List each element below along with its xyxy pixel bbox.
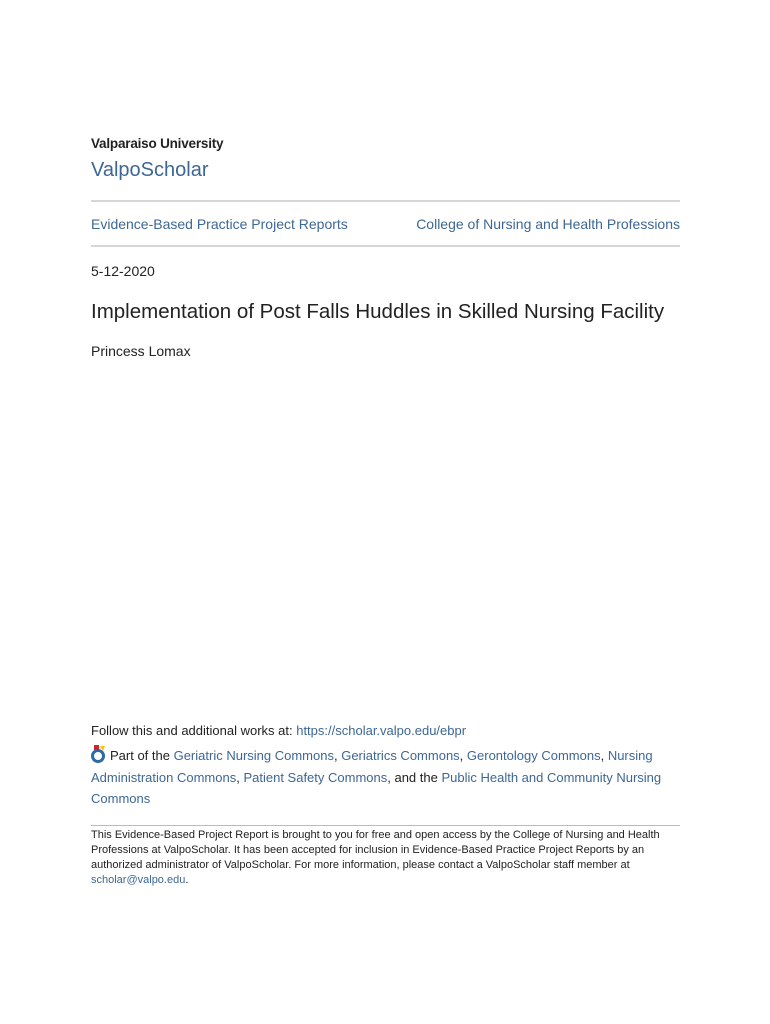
commons-list bbox=[91, 745, 671, 810]
commons-link[interactable]: Gerontology Commons bbox=[466, 748, 601, 763]
contact-email-link[interactable]: scholar@valpo.edu bbox=[91, 874, 186, 886]
footer-divider bbox=[91, 825, 680, 826]
university-name: Valparaiso University bbox=[91, 136, 224, 151]
college-link[interactable]: College of Nursing and Health Professions bbox=[416, 216, 680, 232]
divider bbox=[91, 245, 680, 247]
period: . bbox=[185, 874, 189, 886]
separator: , bbox=[333, 748, 342, 763]
conjunction: , and the bbox=[387, 769, 442, 785]
series-link[interactable]: Evidence-Based Practice Project Reports bbox=[91, 216, 348, 232]
access-statement bbox=[91, 828, 681, 888]
publication-date: 5-12-2020 bbox=[91, 263, 155, 279]
commons-prefix: Part of the bbox=[110, 748, 174, 763]
separator: , bbox=[236, 769, 244, 785]
commons-link[interactable]: Geriatric Nursing Commons bbox=[173, 748, 334, 763]
commons-link[interactable]: Geriatrics Commons bbox=[341, 748, 460, 763]
commons-link[interactable]: Nursing Administration Commons bbox=[91, 748, 653, 785]
commons-link[interactable]: Public Health and Community Nursing Commons bbox=[91, 769, 662, 806]
commons-link[interactable]: Patient Safety Commons bbox=[243, 769, 388, 785]
collection-url-link[interactable]: https://scholar.valpo.edu/ebpr bbox=[296, 723, 467, 738]
network-commons-icon bbox=[91, 745, 107, 763]
follow-label: Follow this and additional works at: bbox=[91, 723, 297, 738]
access-statement-text: This Evidence-Based Project Report is brought to you for free and open access by the College of Nursing and Health Professions at ValpoScholar. It has been accepted for inclusion in Evidence-Based Practice Project Reports by an authorized administrator of ValpoScholar. For more information, please contact a ValpoScholar staff member at bbox=[91, 829, 660, 871]
repository-link[interactable]: ValpoScholar bbox=[91, 159, 209, 181]
follow-line bbox=[91, 723, 466, 738]
divider bbox=[91, 200, 680, 202]
author-name: Princess Lomax bbox=[91, 343, 191, 359]
separator: , bbox=[459, 748, 467, 763]
document-title: Implementation of Post Falls Huddles in Skilled Nursing Facility bbox=[91, 300, 665, 323]
separator: , bbox=[600, 748, 608, 763]
